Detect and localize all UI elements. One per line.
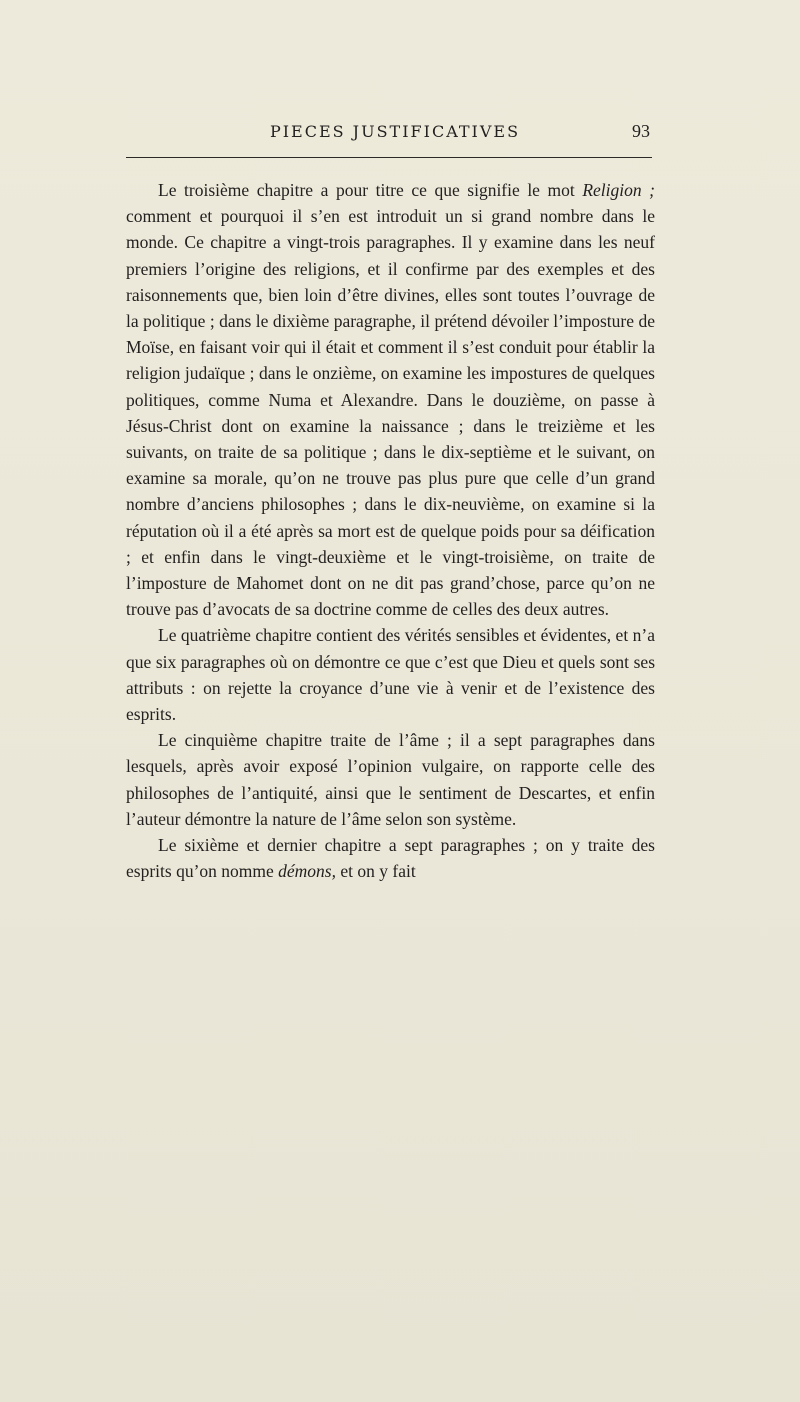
- running-title: PIECES JUSTIFICATIVES: [269, 122, 521, 141]
- page-number: 93: [632, 121, 650, 141]
- paragraph: [126, 622, 655, 727]
- header-rule: [126, 157, 652, 158]
- body-text: [126, 177, 655, 884]
- text-segment: et on y fait: [335, 861, 416, 882]
- running-head: [0, 118, 800, 148]
- italic-term: démons,: [278, 861, 336, 882]
- text-segment: Le cinquième chapitre traite de l’âme ; il a sept paragraphes dans lesquels, après avoir exposé l’opinion vulgaire, on rapporte celle des philosophes de l’antiquité, ainsi que le sentiment de Descartes, et enfin l’auteur démontre la nature de l’âme selon son système.: [126, 730, 655, 829]
- text-segment: Le sixième et dernier chapitre a sept paragraphes ; on y traite des esprits qu’on nomme: [126, 835, 655, 882]
- paragraph: [126, 832, 655, 884]
- text-segment: Le troisième chapitre a pour titre ce que signifie le mot: [158, 180, 583, 200]
- text-segment: Le quatrième chapitre contient des vérités sensibles et évidentes, et n’a que six paragraphes où on démontre ce que c’est que Dieu et quels sont ses attributs : on rejette la croyance d’une vie à venir et de l’existence des esprits.: [126, 625, 655, 725]
- paragraph: [126, 727, 655, 832]
- paragraph: [126, 177, 655, 622]
- italic-term: Religion ;: [582, 180, 655, 200]
- text-segment: comment et pourquoi il s’en est introduit un si grand nombre dans le monde. Ce chapitre a vingt-trois paragraphes. Il y examine dans les neuf premiers l’origine des religions, et il confirme par des exemples et des raisonnements que, bien loin d’être divines, elles sont toutes l’ouvrage de la politique ; dans le dixième paragraphe, il prétend dévoiler l’imposture de Moïse, en faisant voir qui il était et comment il s’est conduit pour établir la religion judaïque ; dans le onzième, on examine les impostures de quelques politiques, comme Numa et Alexandre. Dans le douzième, on passe à Jésus-Christ dont on examine la naissance ; dans le treizième et les suivants, on traite de sa politique ; dans le dix-septième et le suivant, on examine sa morale, qu’on ne trouve pas plus pure que celle d’un grand nombre d’anciens philosophes ; dans le dix-neuvième, on examine si la réputation où il a été après sa mort est de quelque poids pour sa déification ; et enfin dans le vingt-deuxième et le vingt-troisième, on traite de l’imposture de Mahomet dont on ne dit pas grand’chose, parce qu’on ne trouve pas d’avocats de sa doctrine comme de celles des deux autres.: [126, 206, 655, 620]
